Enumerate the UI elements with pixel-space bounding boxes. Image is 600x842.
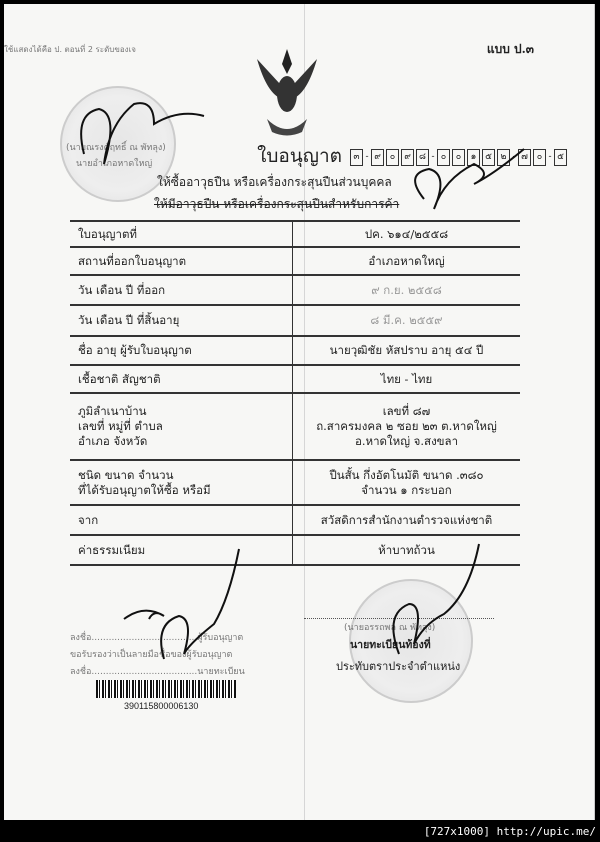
digit-separator: - [548,152,552,162]
row-label-line: อำเภอ จังหวัด [78,434,148,448]
row-value-line: เลขที่ ๘๗ [382,404,431,418]
license-digit: ๘ [416,149,429,166]
row-label-line: ค่าธรรมเนียม [78,542,146,557]
licensee-sign-line: ลงชื่อ.....................................ผู้รับอนุญาต [70,633,244,643]
license-digit: ๐ [533,149,546,166]
row-label-line: วัน เดือน ปี ที่สิ้นอายุ [78,313,180,327]
license-digit: ๐ [386,149,399,166]
seal-name: (นายณรงค์ฤทธิ์ ณ พัทลุง) [66,143,166,153]
row-label-line: ภูมิลำเนาบ้าน [78,404,147,418]
row-label-line: ชนิด ขนาด จำนวน [78,467,174,482]
handwritten-signatures [4,4,594,820]
row-value-line: สวัสดิการสำนักงานตำรวจแห่งชาติ [320,512,493,527]
row-label-line: เชื้อชาติ สัญชาติ [78,371,161,386]
registrar-sign-line: ลงชื่อ.....................................นายทะเบียน [70,667,245,677]
row-value-line: ถ.สาครมงคล ๒ ซอย ๒๓ ต.หาดใหญ่ [316,419,497,433]
row-label-line: วัน เดือน ปี ที่ออก [78,282,166,297]
row-value-line: ปืนสั้น กึ่งอัตโนมัติ ขนาด .๓๘๐ [329,467,484,482]
row-value-line: ไทย - ไทย [380,371,433,386]
form-code: แบบ ป.๓ [486,42,534,56]
license-digit: ๐ [437,149,450,166]
seal-position: นายอำเภอหาดใหญ่ [76,159,153,169]
row-value-line: นายวุฒิชัย หัสปราบ อายุ ๕๔ ปี [329,343,484,357]
license-digit: ๙ [401,149,414,166]
row-label-line: สถานที่ออกใบอนุญาต [78,253,187,268]
digit-separator: - [431,152,435,162]
license-digit: ๑ [467,149,480,166]
digit-separator: - [512,152,516,162]
row-label-line: จาก [78,512,99,527]
license-digit: ๙ [371,149,384,166]
certification-text: ขอรับรองว่าเป็นลายมือชื่อของผู้รับอนุญาต [70,650,233,660]
row-value-line: ห้าบาทถ้วน [378,542,435,557]
license-digit: ๓ [350,149,363,166]
license-digit: ๗ [518,149,531,166]
seal-note: ประทับตราประจำตำแหน่ง [336,660,461,673]
row-value-line: อำเภอหาดใหญ่ [368,253,445,268]
row-label-line: ใบอนุญาตที่ [78,226,137,241]
digit-separator: - [365,152,369,162]
purpose-trade-struck: ให้มีอาวุธปืน หรือเครื่องกระสุนปืนสำหรับการค้า [154,197,400,211]
license-digit: ๒ [497,149,510,166]
license-digit: ๐ [452,149,465,166]
row-value-line: จำนวน ๑ กระบอก [361,482,452,497]
license-document [4,4,595,820]
row-value-line: ปค. ๖๑๔/๒๕๕๘ [364,226,449,241]
top-note: ใช้แสดงได้คือ ป. ตอนที่ 2 ระดับของเจ [4,45,136,54]
license-digit: ๕ [554,149,567,166]
registrar-name: (นายอรรถพล ณ พัทลุง) [344,623,436,633]
row-label-line: เลขที่ หมู่ที่ ตำบล [78,419,163,433]
registrar-position: นายทะเบียนท้องที่ [350,639,431,651]
barcode-number: 390115800006130 [124,701,199,711]
document-title: ใบอนุญาต [257,145,342,167]
license-digit: ๕ [482,149,495,166]
image-host-watermark: [727x1000] http://upic.me/ [423,825,596,838]
row-value-line: ๙ ก.ย. ๒๕๕๘ [371,282,442,297]
row-label-line: ชื่อ อายุ ผู้รับใบอนุญาต [78,343,192,357]
row-value-line: อ.หาดใหญ่ จ.สงขลา [354,434,459,448]
row-value-line: ๘ มี.ค. ๒๕๕๙ [370,313,443,327]
row-label-line: ที่ได้รับอนุญาตให้ซื้อ หรือมี [78,482,211,497]
purpose-buy: ให้ซื้ออาวุธปืน หรือเครื่องกระสุนปืนส่วนบุคคล [157,175,392,189]
